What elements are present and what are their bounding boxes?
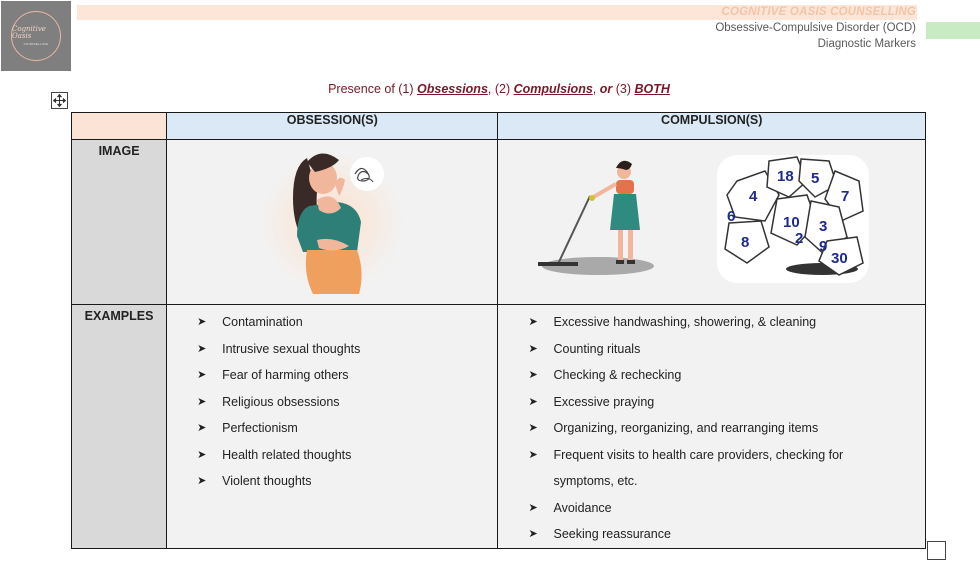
list-item-text: Seeking reassurance [553, 527, 671, 541]
bullet-arrow-icon: ➤ [197, 475, 207, 487]
bullet-arrow-icon: ➤ [528, 501, 538, 514]
compulsion-examples-list [498, 305, 925, 548]
dice-number: 2 [795, 230, 804, 247]
dice-number: 4 [749, 188, 758, 205]
list-item-text: Excessive praying [553, 394, 655, 409]
bullet-arrow-icon: ➤ [528, 369, 538, 381]
dice-number: 5 [811, 170, 820, 187]
list-item [528, 442, 925, 495]
logo-sub-text: COUNSELLING [23, 42, 49, 46]
list-item-text: Perfectionism [222, 421, 298, 435]
subtitle-or: or [599, 82, 613, 96]
logo-ring [11, 11, 61, 61]
dice-number: 18 [777, 168, 795, 185]
list-item [528, 415, 925, 442]
dice-number: 7 [841, 188, 850, 205]
list-item [197, 336, 497, 363]
page-subtitle [0, 82, 980, 96]
obsessions-column-header: OBSESSION(S) [167, 113, 498, 140]
company-logo [1, 1, 71, 71]
obsession-examples-cell [167, 305, 498, 549]
bullet-arrow-icon: ➤ [528, 342, 538, 355]
bullet-arrow-icon: ➤ [528, 395, 538, 408]
list-item-text: Organizing, reorganizing, and rearranging items [553, 421, 819, 435]
subtitle-prefix: Presence of (1) [328, 82, 418, 96]
brand-name: COGNITIVE OASIS COUNSELLING [721, 6, 916, 18]
compulsions-column-header: COMPULSION(S) [498, 113, 926, 140]
dice-pile-illustration [707, 151, 877, 287]
table-resize-icon[interactable] [927, 541, 946, 560]
bullet-arrow-icon: ➤ [197, 422, 207, 434]
list-item [197, 415, 497, 442]
subtitle-compulsions: Compulsions [513, 82, 593, 96]
bullet-arrow-icon: ➤ [197, 395, 207, 408]
subtitle-obsessions: Obsessions [417, 82, 488, 96]
list-item [197, 389, 497, 416]
examples-row [72, 305, 926, 549]
bullet-arrow-icon: ➤ [528, 448, 538, 461]
list-item [528, 309, 925, 336]
bullet-arrow-icon: ➤ [528, 422, 538, 434]
image-row [72, 140, 926, 305]
list-item [528, 521, 925, 548]
list-item-text: Excessive handwashing, showering, & cleaning [553, 315, 817, 329]
list-item-text: Contamination [222, 315, 303, 329]
subtitle-sep1: , (2) [487, 82, 514, 96]
bullet-arrow-icon: ➤ [528, 316, 538, 328]
list-item [197, 309, 497, 336]
bullet-arrow-icon: ➤ [528, 528, 538, 540]
list-item-text: Counting rituals [553, 341, 641, 356]
dice-number: 30 [831, 250, 849, 267]
dice-number: 3 [819, 218, 828, 235]
obsession-image-cell [167, 140, 498, 305]
stressed-woman-illustration [167, 140, 497, 298]
document-subject: Obsessive-Compulsive Disorder (OCD) [715, 22, 916, 34]
compulsion-image-cell [498, 140, 926, 305]
list-item-text: Avoidance [553, 500, 612, 515]
dice-number: 9 [819, 238, 828, 255]
subtitle-sep2: , [592, 82, 600, 96]
subtitle-sep3: (3) [612, 82, 635, 96]
document-title: Diagnostic Markers [817, 38, 916, 50]
list-item [528, 389, 925, 416]
examples-row-label: EXAMPLES [72, 305, 167, 549]
obsession-examples-list [167, 305, 497, 495]
bullet-arrow-icon: ➤ [197, 369, 207, 381]
list-item-text: Fear of harming others [222, 368, 349, 382]
compulsion-examples-cell [498, 305, 926, 549]
list-item [528, 362, 925, 389]
image-row-label: IMAGE [72, 140, 167, 305]
bullet-arrow-icon: ➤ [197, 316, 207, 328]
dice-number: 8 [741, 234, 750, 251]
list-item-text: Checking & rechecking [553, 368, 682, 382]
header-green-bar [926, 22, 980, 39]
list-item-text: Health related thoughts [222, 447, 352, 462]
list-item-text: Religious obsessions [222, 394, 340, 409]
subtitle-both: BOTH [634, 82, 670, 96]
dice-number: 10 [783, 214, 801, 231]
bullet-arrow-icon: ➤ [197, 448, 207, 461]
list-item [197, 468, 497, 495]
woman-mopping-illustration [498, 140, 673, 298]
bullet-arrow-icon: ➤ [197, 342, 207, 355]
list-item-text: Intrusive sexual thoughts [222, 341, 361, 356]
list-item [528, 495, 925, 522]
list-item-text: Violent thoughts [222, 474, 312, 488]
list-item [197, 362, 497, 389]
list-item [528, 336, 925, 363]
table-corner-cell [72, 113, 167, 140]
ocd-markers-table [71, 112, 926, 549]
table-header-row [72, 113, 926, 140]
list-item [197, 442, 497, 469]
logo-script-text: Cognitive Oasis [12, 25, 46, 40]
list-item-text: Frequent visits to health care providers, checking for symptoms, etc. [553, 447, 844, 488]
dice-number: 6 [727, 208, 736, 225]
